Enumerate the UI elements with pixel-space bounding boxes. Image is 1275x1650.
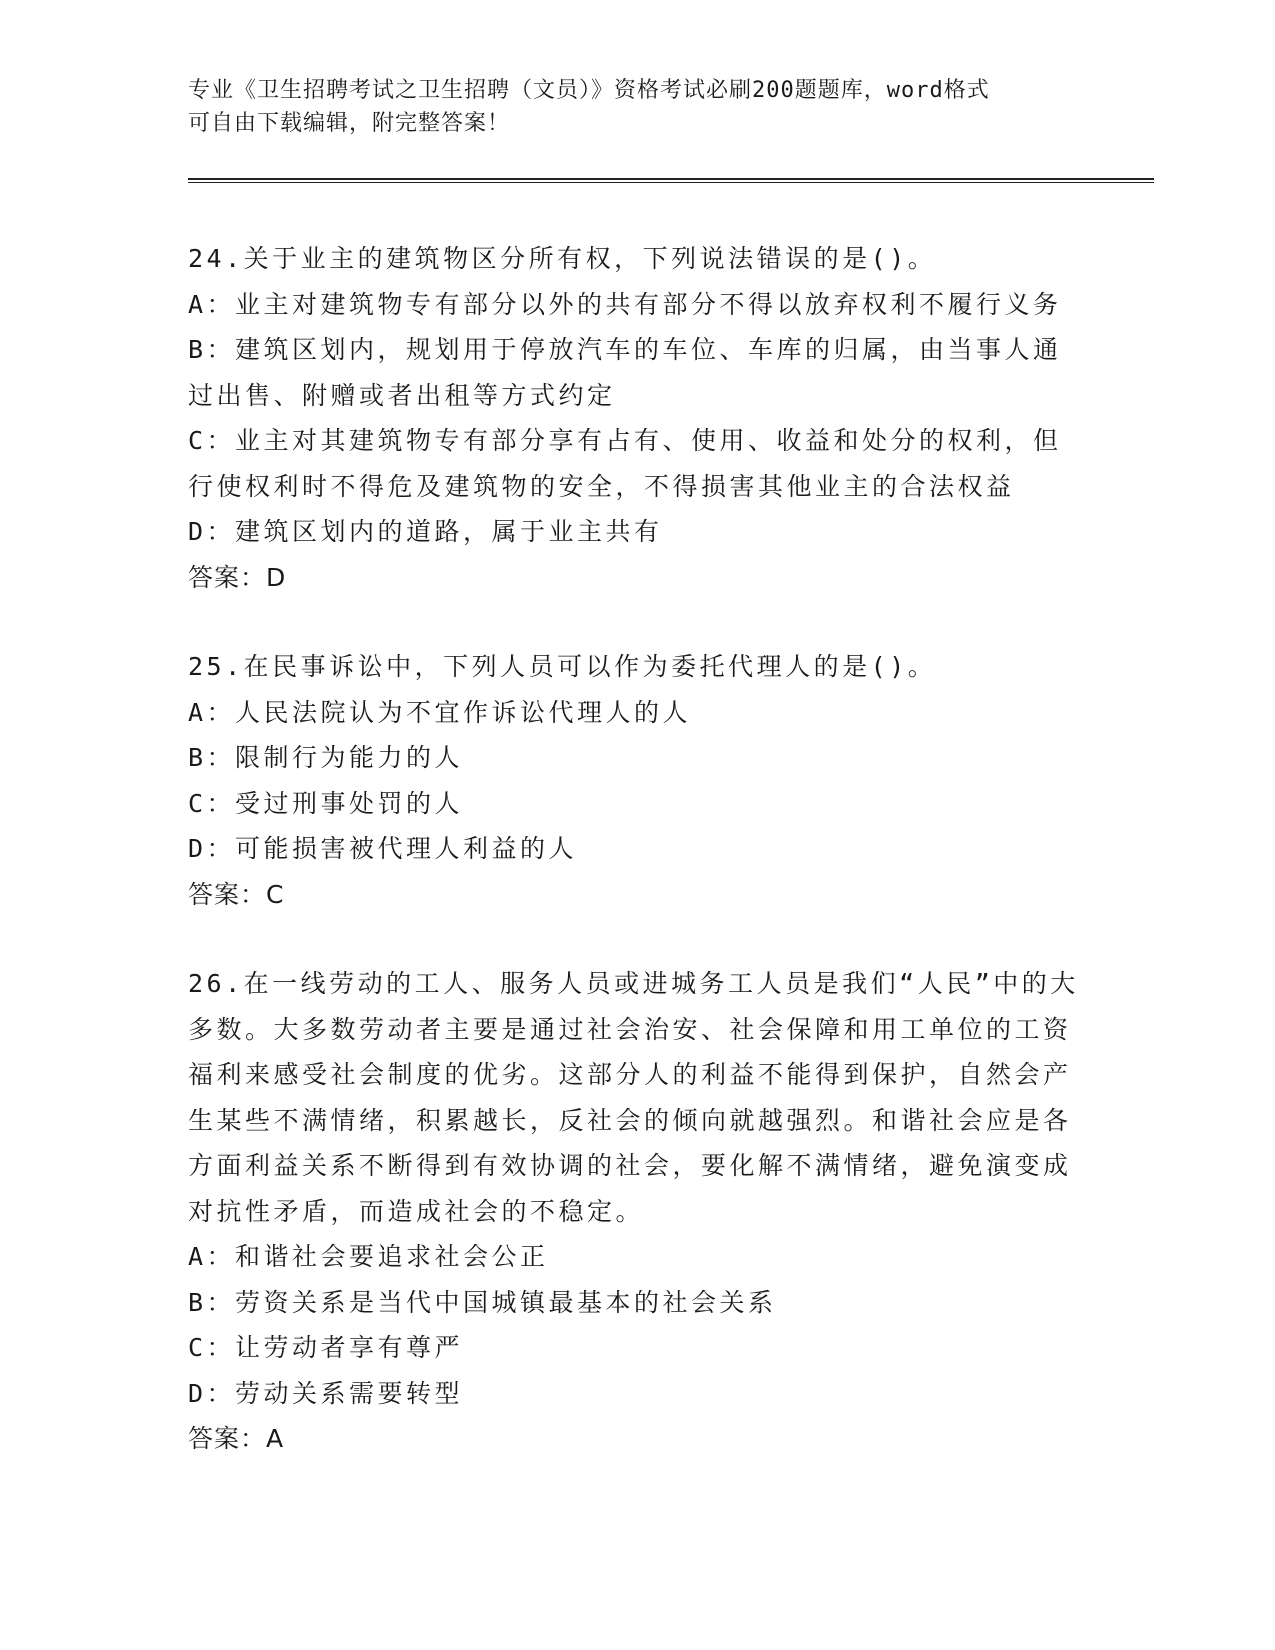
document-header <box>188 74 1088 140</box>
option-c: C：受过刑事处罚的人 <box>188 788 464 818</box>
option-a: A：和谐社会要追求社会公正 <box>188 1242 549 1271</box>
option-b: B：劳资关系是当代中国城镇最基本的社会关系 <box>188 1287 777 1317</box>
option-d: D：劳动关系需要转型 <box>188 1378 464 1408</box>
option-d: D：可能损害被代理人利益的人 <box>188 834 578 863</box>
option-c: C：业主对其建筑物专有部分享有占有、使用、收益和处分的权利，但行使权利时不得危及建筑物的安全，不得损害其他业主的合法权益 <box>188 426 1062 501</box>
answer-line: 答案：C <box>188 879 285 909</box>
question-stem: 24.关于业主的建筑物区分所有权，下列说法错误的是()。 <box>188 244 937 273</box>
answer-line: 答案：D <box>188 562 287 592</box>
question-stem: 25.在民事诉讼中，下列人员可以作为委托代理人的是()。 <box>188 652 937 681</box>
option-c: C：让劳动者享有尊严 <box>188 1333 464 1362</box>
header-line-2: 可自由下载编辑，附完整答案！ <box>188 111 511 136</box>
option-a: A：人民法院认为不宜作诉讼代理人的人 <box>188 697 692 727</box>
question-26 <box>188 961 1088 1462</box>
question-25 <box>188 644 1088 917</box>
option-d: D：建筑区划内的道路，属于业主共有 <box>188 517 663 546</box>
question-stem: 26.在一线劳动的工人、服务人员或进城务工人员是我们“人民”中的大多数。大多数劳动者主要是通过社会治安、社会保障和用工单位的工资福利来感受社会制度的优劣。这部分人的利益不能得到保护，自然会产生某些不满情绪，积累越长，反社会的倾向就越强烈。和谐社会应是各方面利益关系不断得到有效协调的社会，要化解不满情绪，避免演变成对抗性矛盾，而造成社会的不稳定。 <box>188 969 1079 1226</box>
answer-line: 答案：A <box>188 1424 285 1453</box>
option-b: B：限制行为能力的人 <box>188 743 464 772</box>
header-line-1: 专业《卫生招聘考试之卫生招聘（文员）》资格考试必刷200题题库，word格式 <box>188 78 990 103</box>
option-b: B：建筑区划内，规划用于停放汽车的车位、车库的归属，由当事人通过出售、附赠或者出租等方式约定 <box>188 335 1062 410</box>
header-divider <box>188 178 1154 183</box>
option-a: A：业主对建筑物专有部分以外的共有部分不得以放弃权利不履行义务 <box>188 289 1062 319</box>
question-24 <box>188 236 1088 600</box>
question-list <box>188 236 1088 1506</box>
